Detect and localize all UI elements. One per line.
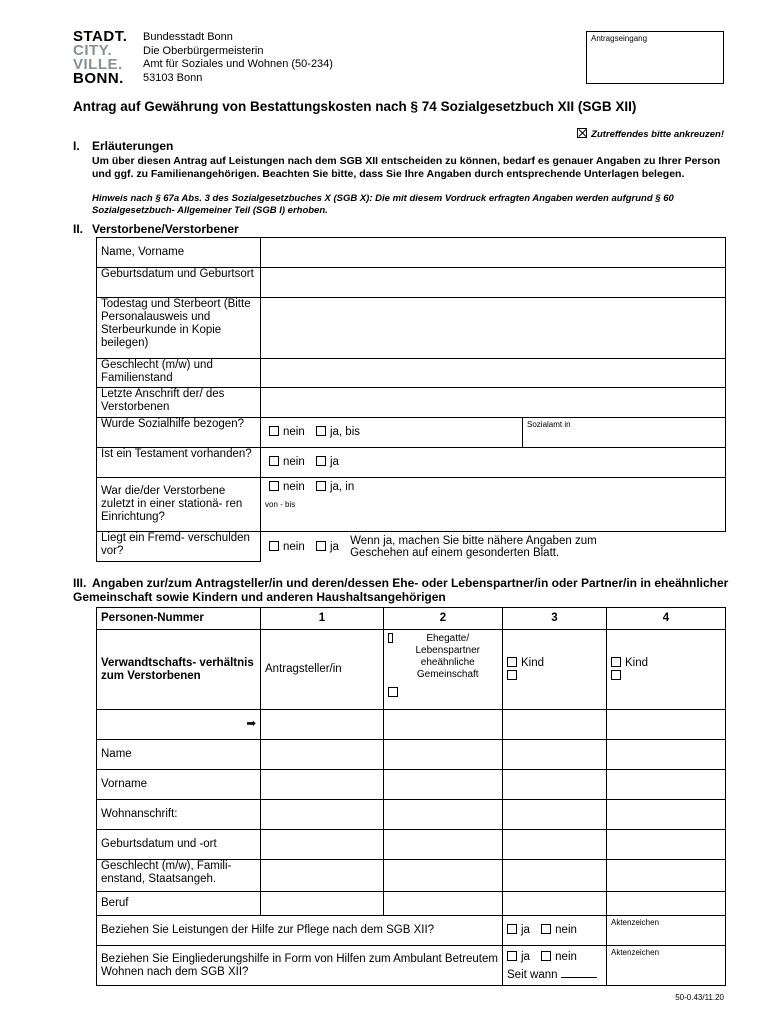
section-1-text: Um über diesen Antrag auf Leistungen nach dem SGB XII entscheiden zu können, bedarf es genauer Angaben zu Ihrer Person und ggf. zu Familienangehörigen. Beachten Sie bitte, dass Sie Ihre Angaben durch entsprechende Unterlagen belegen. — [92, 155, 721, 180]
deceased-address-field[interactable] — [261, 388, 726, 418]
seit-wann-field[interactable] — [561, 977, 597, 978]
section-1-heading: I. Erläuterungen — [73, 139, 174, 153]
form-title: Antrag auf Gewährung von Bestattungskosten nach § 74 Sozialgesetzbuch XII (SGB XII) — [73, 99, 637, 114]
geschlecht-2[interactable] — [384, 860, 503, 892]
label-name: Name, Vorname — [97, 238, 261, 268]
beruf-3[interactable] — [503, 892, 607, 916]
name-2[interactable] — [384, 740, 503, 770]
beruf-2[interactable] — [384, 892, 503, 916]
section-1-note: Hinweis nach § 67a Abs. 3 des Sozialgesetzbuches X (SGB X): Die mit diesem Vordruck erfragten Angaben werden aufgrund § 60 Sozialgesetzbuch- Allgemeiner Teil (SGB I) erhoben. — [92, 193, 674, 216]
section-3-heading: III. Angaben zur/zum Antragsteller/in und deren/dessen Ehe- oder Lebenspartner/in oder Partner/in in eheähnlicher Gemeinschaft sowie Kindern und anderen Haushaltsangehörigen — [73, 576, 729, 604]
vorname-3[interactable] — [503, 770, 607, 800]
deceased-birth-field[interactable] — [261, 268, 726, 298]
eingliederung-ja-checkbox[interactable] — [507, 951, 517, 961]
einrichtung-ja-checkbox[interactable] — [316, 481, 326, 491]
seit-wann-label: Seit wann — [507, 968, 558, 981]
geburt-2[interactable] — [384, 830, 503, 860]
name-label: Name — [97, 740, 261, 770]
receipt-stamp-box: Antragseingang — [586, 31, 724, 84]
name-4[interactable] — [607, 740, 726, 770]
col2-other-checkbox[interactable] — [388, 687, 398, 697]
fremd-note: Wenn ja, machen Sie bitte nähere Angaben zum Geschehen auf einem gesonderten Blatt. — [350, 534, 597, 559]
household-table: Personen-Nummer 1 2 3 4 Verwandtschafts- verhältnis zum Verstorbenen Antragsteller/in Ehegatte/ Lebenspartner eheähnliche Gemeinschaft Kind Kind ➡ Name Vorname Wohnanschrift: Geburtsdatum und -ort Geschlecht (m/w), Famili- enstand, Staatsangeh. Beruf Beziehen Sie Leistungen der Hilfe zur Pflege nach dem SGB XII? ja nein Aktenzeichen Beziehen Sie Eingliederungshilfe in Form von Hilfen zum Ambulant Betreutem Wohnen nach dem SGB XII? ja nein Seit wann Aktenzeichen — [96, 607, 726, 986]
authority-address: Bundesstadt Bonn Die Oberbürgermeisterin Amt für Soziales und Wohnen (50-234) 53103 Bonn — [143, 31, 333, 84]
pflege-question: Beziehen Sie Leistungen der Hilfe zur Pflege nach dem SGB XII? — [97, 916, 503, 946]
vorname-label: Vorname — [97, 770, 261, 800]
checkbox-hint: Zutreffendes bitte ankreuzen! — [577, 128, 724, 140]
sozialamt-field[interactable]: Sozialamt in — [523, 418, 726, 448]
vorname-2[interactable] — [384, 770, 503, 800]
geburt-4[interactable] — [607, 830, 726, 860]
col4-kind-checkbox[interactable] — [611, 657, 621, 667]
antragsteller-cell: Antragsteller/in — [261, 630, 384, 710]
testament-nein-checkbox[interactable] — [269, 456, 279, 466]
geburt-3[interactable] — [503, 830, 607, 860]
einrichtung-von-bis-field[interactable]: von - bis — [261, 498, 726, 532]
city-logo: STADT. CITY. VILLE. BONN. — [73, 28, 128, 87]
verwandt-label: Verwandtschafts- verhältnis zum Verstorbenen — [97, 630, 261, 710]
col-4: 4 — [607, 608, 726, 630]
beruf-1[interactable] — [261, 892, 384, 916]
deceased-sex-field[interactable] — [261, 359, 726, 388]
ehegatte-checkbox[interactable] — [388, 633, 393, 643]
anschrift-2[interactable] — [384, 800, 503, 830]
label-fremd: Liegt ein Fremd- verschulden vor? — [97, 532, 261, 562]
label-anschrift: Letzte Anschrift der/ des Verstorbenen — [97, 388, 261, 418]
label-einrichtung: War die/der Verstorbene zuletzt in einer stationä- ren Einrichtung? — [97, 478, 261, 532]
section-2-heading: II. Verstorbene/Verstorbener — [73, 222, 239, 236]
fremd-ja-checkbox[interactable] — [316, 541, 326, 551]
form-code: 50-0.43/11.20 — [675, 993, 724, 1002]
checked-box-icon — [577, 128, 587, 138]
label-todestag: Todestag und Sterbeort (Bitte Personalausweis und Sterbeurkunde in Kopie beilegen) — [97, 298, 261, 359]
person-2-extra[interactable] — [384, 710, 503, 740]
beruf-4[interactable] — [607, 892, 726, 916]
pflege-ja-checkbox[interactable] — [507, 924, 517, 934]
pflege-aktenzeichen-field[interactable]: Aktenzeichen — [607, 916, 726, 946]
col4-other-checkbox[interactable] — [611, 670, 621, 680]
person-4-extra[interactable] — [607, 710, 726, 740]
label-geschlecht: Geschlecht (m/w) und Familienstand — [97, 359, 261, 388]
person-number-label: Personen-Nummer — [97, 608, 261, 630]
label-geburt: Geburtsdatum und Geburtsort — [97, 268, 261, 298]
geschlecht-4[interactable] — [607, 860, 726, 892]
wohnanschrift-label: Wohnanschrift: — [97, 800, 261, 830]
eingliederung-aktenzeichen-field[interactable]: Aktenzeichen — [607, 946, 726, 986]
testament-ja-checkbox[interactable] — [316, 456, 326, 466]
geschlecht-label: Geschlecht (m/w), Famili- enstand, Staatsangeh. — [97, 860, 261, 892]
col-3: 3 — [503, 608, 607, 630]
col3-kind-checkbox[interactable] — [507, 657, 517, 667]
deceased-name-field[interactable] — [261, 238, 726, 268]
person-1-extra[interactable] — [261, 710, 384, 740]
col3-other-checkbox[interactable] — [507, 670, 517, 680]
name-1[interactable] — [261, 740, 384, 770]
label-testament: Ist ein Testament vorhanden? — [97, 448, 261, 478]
einrichtung-nein-checkbox[interactable] — [269, 481, 279, 491]
anschrift-3[interactable] — [503, 800, 607, 830]
geschlecht-1[interactable] — [261, 860, 384, 892]
deceased-death-field[interactable] — [261, 298, 726, 359]
eingliederung-question: Beziehen Sie Eingliederungshilfe in Form von Hilfen zum Ambulant Betreutem Wohnen nach dem SGB XII? — [97, 946, 503, 986]
label-sozialhilfe: Wurde Sozialhilfe bezogen? — [97, 418, 261, 448]
eingliederung-nein-checkbox[interactable] — [541, 951, 551, 961]
ehegatte-label: Ehegatte/ Lebenspartner eheähnliche Gemeinschaft — [415, 633, 480, 680]
anschrift-1[interactable] — [261, 800, 384, 830]
geburt-1[interactable] — [261, 830, 384, 860]
col-1: 1 — [261, 608, 384, 630]
name-3[interactable] — [503, 740, 607, 770]
anschrift-4[interactable] — [607, 800, 726, 830]
arrow-icon: ➡ — [246, 718, 256, 730]
sozialhilfe-nein-checkbox[interactable] — [269, 426, 279, 436]
col-2: 2 — [384, 608, 503, 630]
sozialhilfe-ja-checkbox[interactable] — [316, 426, 326, 436]
person-3-extra[interactable] — [503, 710, 607, 740]
deceased-table: Name, Vorname Geburtsdatum und Geburtsort Todestag und Sterbeort (Bitte Personalausweis und Sterbeurkunde in Kopie beilegen) Geschlecht (m/w) und Familienstand Letzte Anschrift der/ des Verstorbenen Wurde Sozialhilfe bezogen? nein ja, bis Sozialamt in Ist ein Testament vorhanden? nein ja War die/der Verstorbene zuletzt in einer stationä- ren Einrichtung? nein ja, in von - bis Liegt ein Fremd- verschulden vor? nein ja Wenn ja, machen Sie bitte nähere Angaben zum Geschehen auf einem gesonderten Blatt. — [96, 237, 726, 562]
fremd-nein-checkbox[interactable] — [269, 541, 279, 551]
beruf-label: Beruf — [97, 892, 261, 916]
vorname-1[interactable] — [261, 770, 384, 800]
vorname-4[interactable] — [607, 770, 726, 800]
geburt-label: Geburtsdatum und -ort — [97, 830, 261, 860]
geschlecht-3[interactable] — [503, 860, 607, 892]
pflege-nein-checkbox[interactable] — [541, 924, 551, 934]
